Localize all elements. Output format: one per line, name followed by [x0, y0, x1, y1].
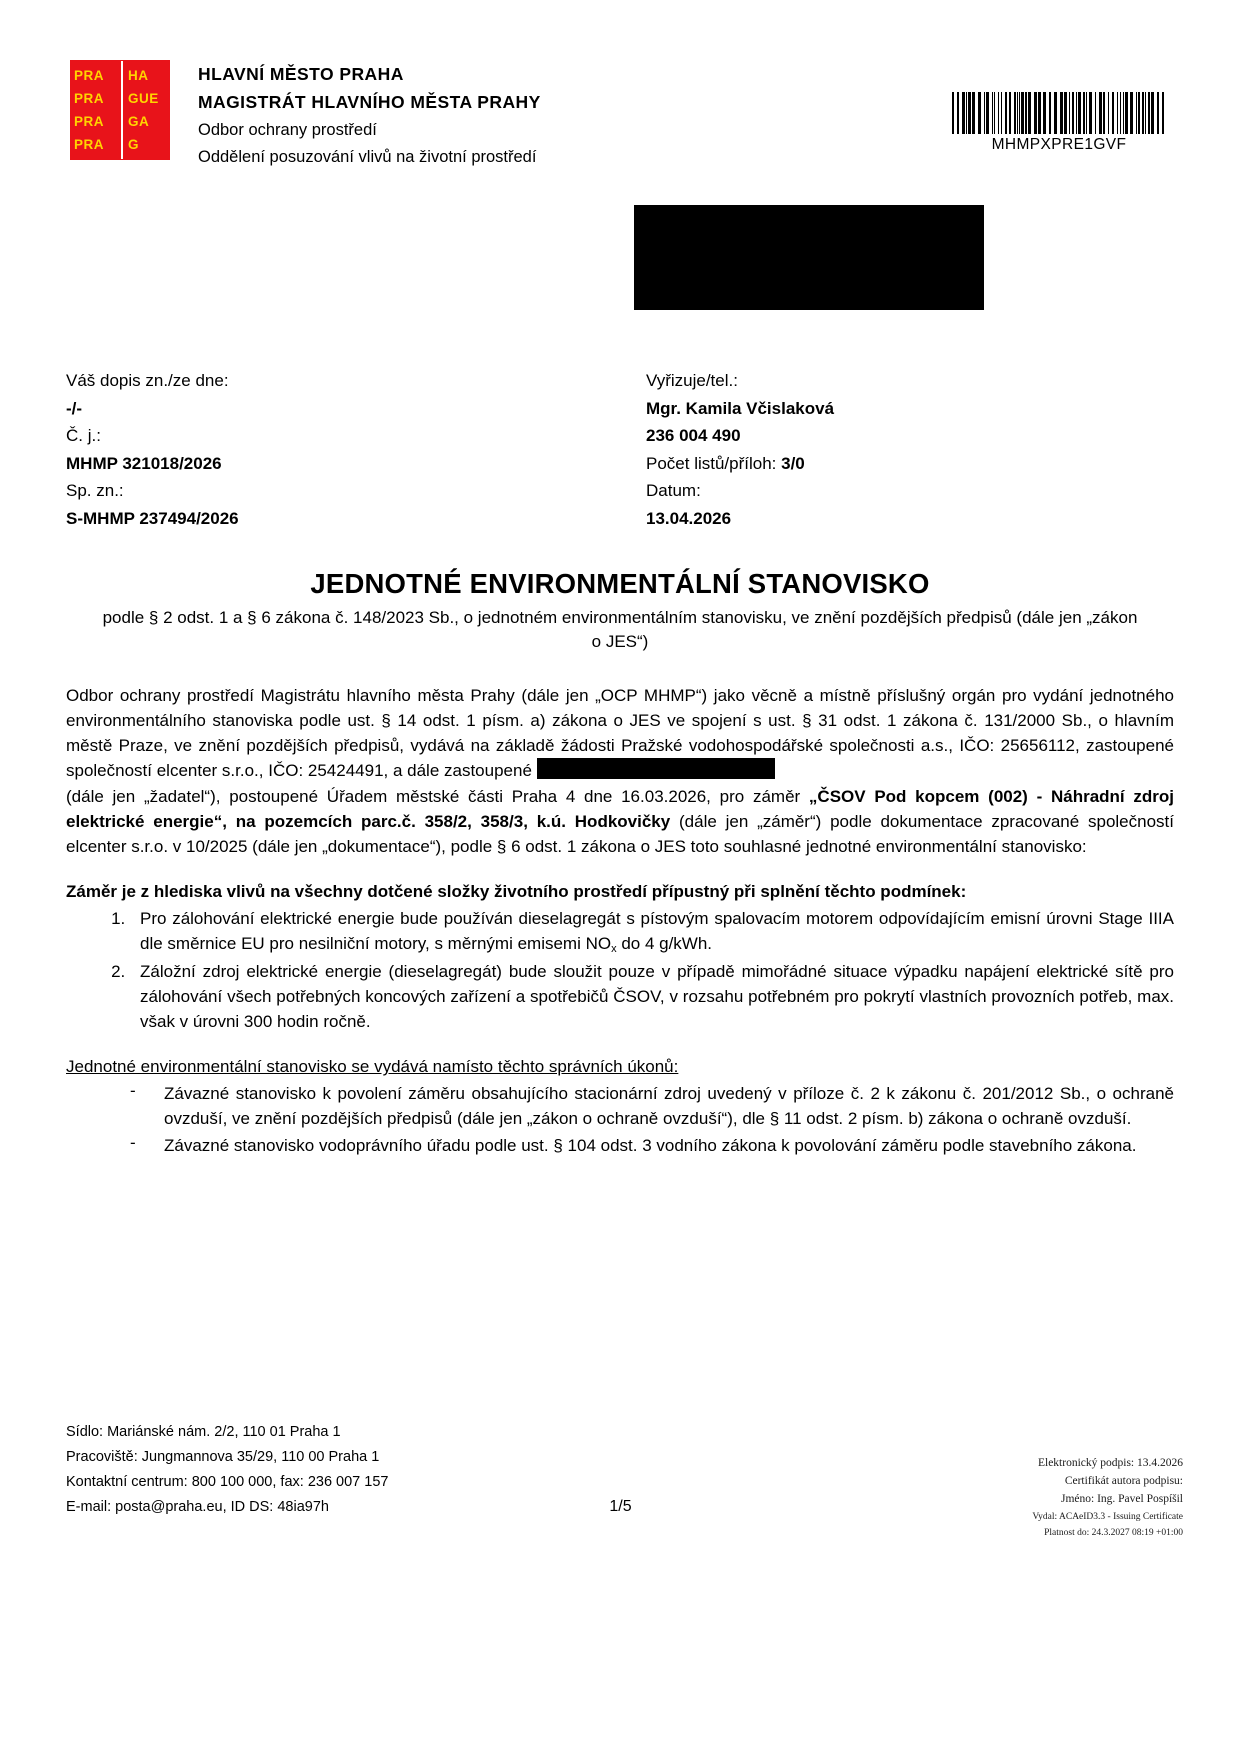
project-name: „ČSOV Pod kopcem (002) - Náhradní zdroj elektrické energie“, na pozemcích parc.č. 358/2, 358/3, k.ú. Hodkovičky: [66, 786, 1174, 831]
redacted-addressee-block: [634, 205, 984, 310]
reference-fields-right: [646, 367, 1116, 532]
org-unit: Oddělení posuzování vlivů na životní prostředí: [198, 148, 537, 167]
page-subtitle: podle § 2 odst. 1 a § 6 zákona č. 148/2023 Sb., o jednotném environmentálním stanovisku, ve znění pozdějších předpisů (dále jen „zákon o JES“): [102, 608, 1138, 652]
document-header: [70, 60, 541, 171]
project-text-part1: (dále jen „žadatel“), postoupené Úřadem městské části Praha 4 dne 16.03.2026, pro záměr: [66, 786, 809, 806]
logo-cell-4: GUE: [121, 87, 168, 110]
org-authority-name: MAGISTRÁT HLAVNÍHO MĚSTA PRAHY: [198, 92, 541, 113]
logo-cell-8: G: [121, 133, 168, 156]
footer-contact-center: Kontaktní centrum: 800 100 000, fax: 236 007 157: [66, 1473, 389, 1490]
logo-cell-6: GA: [121, 110, 168, 133]
act-item: [102, 1081, 1174, 1131]
logo-cell-7: PRA: [74, 136, 105, 152]
act-text: - Závazné stanovisko vodoprávního úřadu podle ust. § 104 odst. 3 vodního zákona k povolování záměru podle stavebního zákona.: [164, 1135, 1137, 1155]
barcode-image: [952, 92, 1166, 134]
logo-cell-2: HA: [121, 64, 168, 87]
page-title: JEDNOTNÉ ENVIRONMENTÁLNÍ STANOVISKO: [310, 568, 930, 599]
substituted-acts-list: [66, 1081, 1174, 1157]
reference-value: 3/0: [781, 453, 805, 473]
logo-cell-3: PRA: [74, 90, 105, 106]
reference-row: 236 004 490: [646, 426, 741, 446]
reference-row: Vyřizuje/tel.:: [646, 371, 738, 390]
act-text: - Závazné stanovisko k povolení záměru obsahujícího stacionární zdroj uvedený v příloze č. 2 k zákonu č. 201/2012 Sb., o ochraně ovzduší, ve znění pozdějších předpisů (dále jen „zákon o ochraně ovzduší“), dle § 11 odst. 2 písm. b) zákona o ochraně ovzduší.: [164, 1084, 1174, 1129]
signature-issuer: Vydal: ACAeID3.3 - Issuing Certificate: [1032, 1512, 1183, 1523]
reference-fields-left: [66, 367, 646, 532]
intro-text-part1: Odbor ochrany prostředí Magistrátu hlavního města Prahy (dále jen „OCP MHMP“) jako věcně a místně příslušný orgán pro vydání jednotného environmentálního stanoviska podle ust. § 14 odst. 1 písm. a) zákona o JES ve spojení s ust. § 31 odst. 1 zákona č. 131/2000 Sb., o hlavním městě Praze, ve znění pozdějších předpisů, vydává na základě žádosti Pražské vodohospodářské společnosti a.s., IČO: 25656112, zastoupené společností elcenter s.r.o., IČO: 25424491, a dále zastoupené: [66, 686, 1174, 781]
org-department: Odbor ochrany prostředí: [198, 120, 377, 139]
reference-row: Č. j.:: [66, 426, 101, 446]
org-city-name: HLAVNÍ MĚSTO PRAHA: [198, 64, 404, 84]
signature-certificate-label: Certifikát autora podpisu:: [1064, 1474, 1183, 1487]
prague-logo: [70, 60, 170, 160]
reference-row: Sp. zn.:: [66, 481, 124, 501]
conditions-list: [66, 906, 1174, 1034]
reference-fields: [66, 367, 1156, 532]
reference-row: Váš dopis zn./ze dne:: [66, 371, 229, 390]
project-paragraph: [66, 784, 1174, 859]
signature-author-name: Jméno: Ing. Pavel Pospíšil: [1060, 1492, 1183, 1505]
project-text-part2: (dále jen „záměr“) podle dokumentace zpracované společností elcenter s.r.o. v 10/2025 (dále jen „dokumentace“), podle § 6 odst. 1 zákona o JES toto souhlasné jednotné environmentální stanovisko:: [66, 811, 1174, 856]
organization-block: [198, 60, 541, 171]
signature-validity: Platnost do: 24.3.2027 08:19 +01:00: [1044, 1527, 1183, 1538]
footer-seat: Sídlo: Mariánské nám. 2/2, 110 01 Praha 1: [66, 1424, 341, 1440]
document-body: [66, 683, 1174, 1159]
reference-row: 13.04.2026: [646, 508, 732, 528]
reference-label: Počet listů/příloh:: [646, 453, 782, 473]
act-item: [102, 1133, 1174, 1158]
condition-text: 1. Pro zálohování elektrické energie bude používán dieselagregát s pístovým spalovacím motorem odpovídajícím emisní úrovni Stage IIIA dle směrnice EU pro nesilniční motory, s měrnými emisemi $NO_x$ do 4 g/kWh.: [140, 909, 1174, 956]
logo-cell-5: PRA: [74, 113, 105, 129]
acts-heading: Jednotné environmentální stanovisko se vydává namísto těchto správních úkonů:: [66, 1057, 679, 1077]
condition-item: [130, 906, 1174, 957]
redacted-inline-name: [537, 758, 775, 779]
reference-row: Mgr. Kamila Včislaková: [646, 398, 835, 418]
barcode-block: [952, 92, 1166, 154]
reference-row: S-MHMP 237494/2026: [66, 508, 239, 528]
footer-email: E-mail: posta@praha.eu, ID DS: 48ia97h: [66, 1498, 329, 1515]
signature-date: Elektronický podpis: 13.4.2026: [1037, 1457, 1183, 1469]
page-number: 1/5: [609, 1498, 632, 1515]
electronic-signature-block: [883, 1455, 1183, 1541]
barcode-label: MHMPXPRE1GVF: [991, 136, 1127, 153]
intro-paragraph: [66, 683, 1174, 784]
logo-cell-1: PRA: [74, 67, 105, 83]
condition-text: 2. Záložní zdroj elektrické energie (dieselagregát) bude sloužit pouze v případě mimořádné situace výpadku napájení elektrické sítě pro zálohování všech potřebných koncových zařízení a spotřebičů ČSOV, v rozsahu potřebném pro pokrytí vlastních provozních potřeb, max. však v úrovni 300 hodin ročně.: [140, 961, 1174, 1031]
reference-row: -/-: [66, 398, 83, 418]
reference-row: Datum:: [646, 481, 701, 501]
reference-row: [646, 450, 1116, 478]
footer-workplace: Pracoviště: Jungmannova 35/29, 110 00 Praha 1: [66, 1448, 380, 1465]
condition-item: [130, 959, 1174, 1034]
reference-row: MHMP 321018/2026: [66, 453, 222, 473]
conditions-heading: Záměr je z hlediska vlivů na všechny dotčené složky životního prostředí přípustný při splnění těchto podmínek:: [66, 882, 967, 902]
